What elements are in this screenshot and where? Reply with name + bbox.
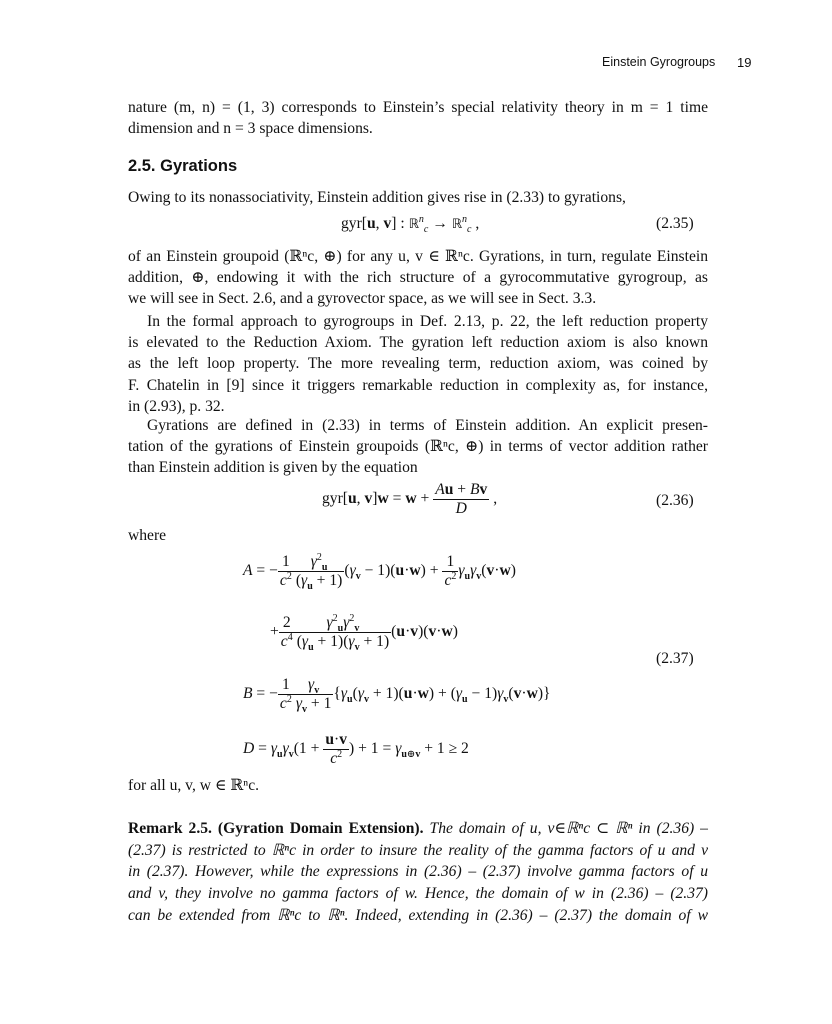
section-heading xyxy=(128,157,237,176)
equation-number: (2.35) xyxy=(656,215,694,232)
forall-line: for all u, v, w ∈ ℝⁿc. xyxy=(128,777,260,794)
equation-2-37-A-cont: + $\frac{2}{c^4}$ $\frac{\gamma^2_u\gamma^2_v}{(\gamma_u + 1)(\gamma_v + 1)}$ (u·v)(v·w) xyxy=(270,612,458,654)
equation-2-35: gyr[u, v] : ℝ$^n_c$ → ℝ$^n_c$ , xyxy=(341,213,480,236)
text-line: nature (m, n) = (1, 3) corresponds to Einstein’s special relativity theory in m = 1 time xyxy=(128,99,708,116)
paragraph-explicit-presentation xyxy=(128,415,708,479)
text-line: dimension and n = 3 space dimensions. xyxy=(128,120,373,138)
text-line: in (2.93), p. 32. xyxy=(128,397,225,415)
equation-2-37-B: B = − $\frac{1}{c^2}$ $\frac{\gamma_v}{\gamma_v + 1}$ $\{\gamma_u(\gamma_v + 1)(u\cdot w) + (\gamma_u - 1)\gamma_v(v\cdot w)\}$ xyxy=(243,676,551,716)
equation-number: (2.36) xyxy=(656,492,694,509)
equation-2-37-A: A = − $\frac{1}{c^2}$ $\frac{\gamma^2_u}{(\gamma_u + 1)}$ $(\gamma_v - 1)(u\cdot w)$ + $\frac{1}{c^2}$ $\gamma_u\gamma_v(v\cdot w)$ xyxy=(243,551,516,593)
running-title: Einstein Gyrogroups xyxy=(602,55,716,69)
equation-2-36: gyr[u, v]w = w + $\frac{Au + Bv}{D}$ , xyxy=(322,481,498,517)
remark-text: The domain of u, v∈ℝⁿc ⊂ ℝⁿ in (2.36) – xyxy=(429,820,708,837)
text-line: (2.37) is restricted to ℝⁿc in order to insure the reality of the gamma factors of u and v xyxy=(128,841,708,859)
text-line: tation of the gyrations of Einstein groupoids (ℝⁿc, ⊕) in terms of vector addition rather xyxy=(128,438,708,456)
text-line: of an Einstein groupoid (ℝⁿc, ⊕) for any u, v ∈ ℝⁿc. Gyrations, in turn, regulate Einstein xyxy=(128,248,708,265)
text-line: as the left loop property. The more revealing term, reduction axiom, was coined by xyxy=(128,355,708,373)
where-label: where xyxy=(128,527,167,544)
section-title: Gyrations xyxy=(160,157,238,175)
text-line: F. Chatelin in [9] since it triggers remarkable reduction in complexity as, for instance, xyxy=(128,376,708,394)
text-line: than Einstein addition is given by the equation xyxy=(128,459,418,477)
text-line: Gyrations are defined in (2.33) in terms of Einstein addition. An explicit presen- xyxy=(147,417,708,434)
equation-number: (2.37) xyxy=(656,650,694,667)
text-line: Owing to its nonassociativity, Einstein addition gives rise in (2.33) to gyrations, xyxy=(128,189,626,206)
text-line: we will see in Sect. 2.6, and a gyrovector space, as we will see in Sect. 3.3. xyxy=(128,290,597,308)
paragraph-intro xyxy=(128,97,708,139)
page-number: 19 xyxy=(737,55,752,70)
paragraph-reduction-axiom xyxy=(128,311,708,417)
text-line: addition, ⊕, endowing it with the rich structure of a gyrocommutative gyrogroup, as xyxy=(128,269,708,287)
text-line: is elevated to the Reduction Axiom. The gyration left reduction axiom is also known xyxy=(128,334,708,352)
text-line: In the formal approach to gyrogroups in Def. 2.13, p. 22, the left reduction property xyxy=(147,313,708,330)
text-line: in (2.37). However, while the expressions in (2.36) – (2.37) involve gamma factors of u xyxy=(128,863,708,881)
text-line: can be extended from ℝⁿc to ℝⁿ. Indeed, extending in (2.36) – (2.37) the domain of w xyxy=(128,906,708,924)
text-line xyxy=(128,818,708,840)
remark-2-5 xyxy=(128,818,708,927)
paragraph-groupoid xyxy=(128,246,708,310)
equation-2-37-D: $D = \gamma_u\gamma_v(1$ + $\frac{u\cdot v}{c^2}$ ) + $1 = \gamma_{u\oplus v} + 1 \ge 2$ xyxy=(243,731,469,767)
section-number: 2.5. xyxy=(128,157,156,175)
text-line: and v, they involve no gamma factors of w. Hence, the domain of w in (2.36) – (2.37) xyxy=(128,885,708,903)
remark-title: Remark 2.5. (Gyration Domain Extension). xyxy=(128,820,424,837)
paragraph-gyrations-intro xyxy=(128,187,708,208)
